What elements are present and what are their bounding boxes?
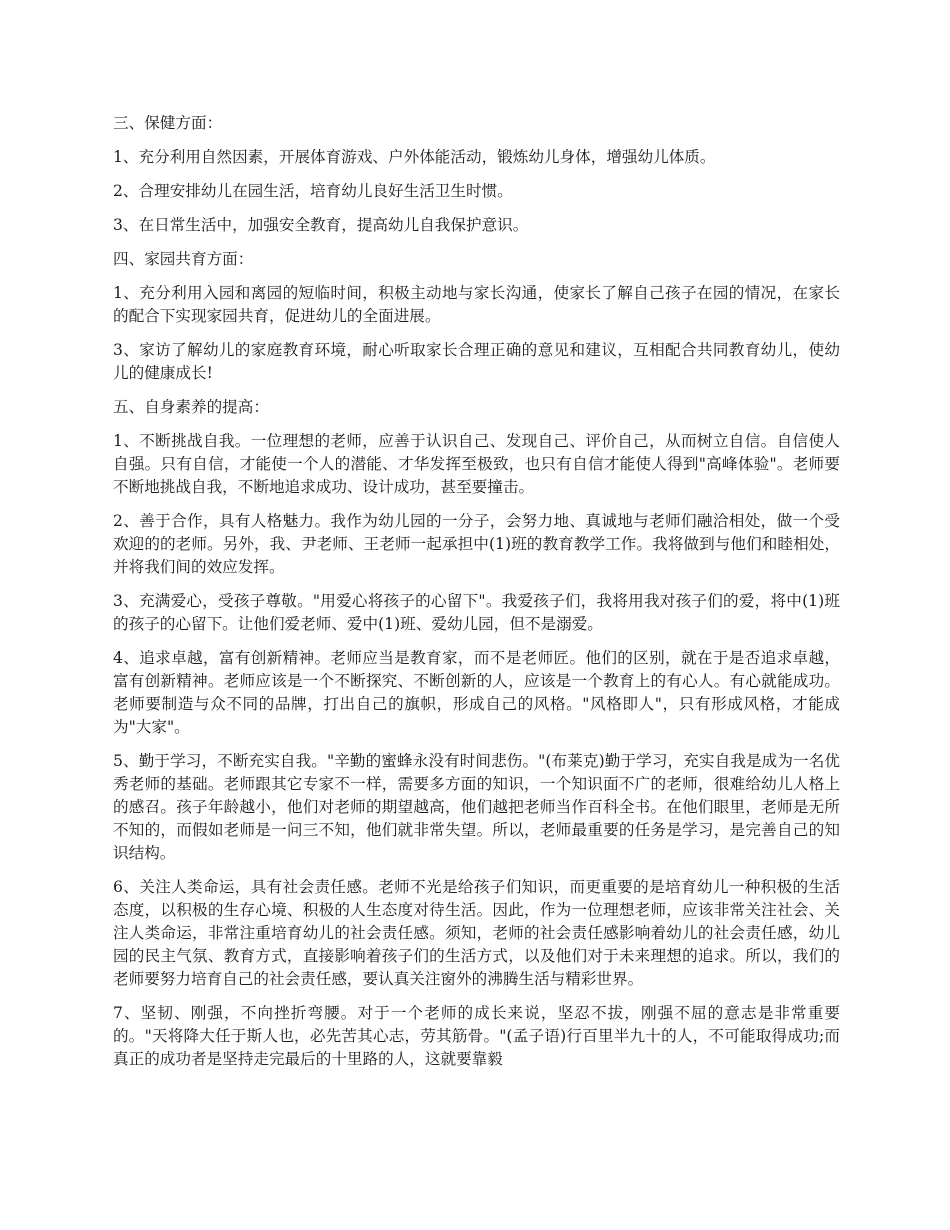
paragraph: 5、勤于学习，不断充实自我。"辛勤的蜜蜂永没有时间悲伤。"(布莱克)勤于学习，充实自我是成为一名优秀老师的基础。老师跟其它专家不一样，需要多方面的知识，一个知识面不广的老师，很难给幼儿人格上的感召。孩子年龄越小，他们对老师的期望越高，他们越把老师当作百科全书。在他们眼里，老师是无所不知的，而假如老师是一问三不知，他们就非常失望。所以，老师最重要的任务是学习，是完善自己的知识结构。 <box>113 752 840 862</box>
paragraph: 2、合理安排幼儿在园生活，培育幼儿良好生活卫生时惯。 <box>113 182 513 200</box>
paragraph: 3、家访了解幼儿的家庭教育环境，耐心听取家长合理正确的意见和建议，互相配合共同教育幼儿，使幼儿的健康成长! <box>113 341 840 382</box>
document-body <box>113 112 840 1082</box>
paragraph: 4、追求卓越，富有创新精神。老师应当是教育家，而不是老师匠。他们的区别，就在于是否追求卓越，富有创新精神。老师应该是一个不断探究、不断创新的人，应该是一个教育上的有心人。有心就能成功。老师要制造与众不同的品牌，打出自己的旗帜，形成自己的风格。"风格即人"，只有形成风格，才能成为"大家"。 <box>113 649 840 736</box>
section-heading-self-improvement: 五、自身素养的提高： <box>113 398 269 416</box>
paragraph: 7、坚韧、刚强，不向挫折弯腰。对于一个老师的成长来说，坚忍不拔，刚强不屈的意志是非常重要的。"天将降大任于斯人也，必先苦其心志，劳其筋骨。"(孟子语)行百里半九十的人，不可能取得成功;而真正的成功者是坚持走完最后的十里路的人，这就要靠毅 <box>113 1004 840 1068</box>
paragraph: 6、关注人类命运，具有社会责任感。老师不光是给孩子们知识，而更重要的是培育幼儿一种积极的生活态度，以积极的生存心境、积极的人生态度对待生活。因此，作为一位理想老师，应该非常关注社会、关注人类命运，非常注重培育幼儿的社会责任感。须知，老师的社会责任感影响着幼儿的社会责任感，幼儿园的民主气氛、教育方式，直接影响着孩子们的生活方式，以及他们对于未来理想的追求。所以，我们的老师要努力培育自己的社会责任感，要认真关注窗外的沸腾生活与精彩世界。 <box>113 878 840 988</box>
paragraph: 1、充分利用自然因素，开展体育游戏、户外体能活动，锻炼幼儿身体，增强幼儿体质。 <box>113 148 716 166</box>
paragraph: 1、不断挑战自我。一位理想的老师，应善于认识自己、发现自己、评价自己，从而树立自信。自信使人自强。只有自信，才能使一个人的潜能、才华发挥至极致，也只有自信才能使人得到"高峰体验"。老师要不断地挑战自我，不断地追求成功、设计成功，甚至要撞击。 <box>113 432 840 496</box>
paragraph: 1、充分利用入园和离园的短临时间，积极主动地与家长沟通，使家长了解自己孩子在园的情况，在家长的配合下实现家园共育，促进幼儿的全面进展。 <box>113 284 840 325</box>
section-heading-health: 三、保健方面： <box>113 114 223 132</box>
paragraph: 3、在日常生活中，加强安全教育，提高幼儿自我保护意识。 <box>113 216 529 234</box>
section-heading-home-school: 四、家园共育方面： <box>113 250 254 268</box>
paragraph: 2、善于合作，具有人格魅力。我作为幼儿园的一分子，会努力地、真诚地与老师们融洽相处，做一个受欢迎的的老师。另外，我、尹老师、王老师一起承担中(1)班的教育教学工作。我将做到与他们和睦相处，并将我们间的效应发挥。 <box>113 512 840 576</box>
paragraph: 3、充满爱心，受孩子尊敬。"用爱心将孩子的心留下"。我爱孩子们，我将用我对孩子们的爱，将中(1)班的孩子的心留下。让他们爱老师、爱中(1)班、爱幼儿园，但不是溺爱。 <box>113 592 840 633</box>
